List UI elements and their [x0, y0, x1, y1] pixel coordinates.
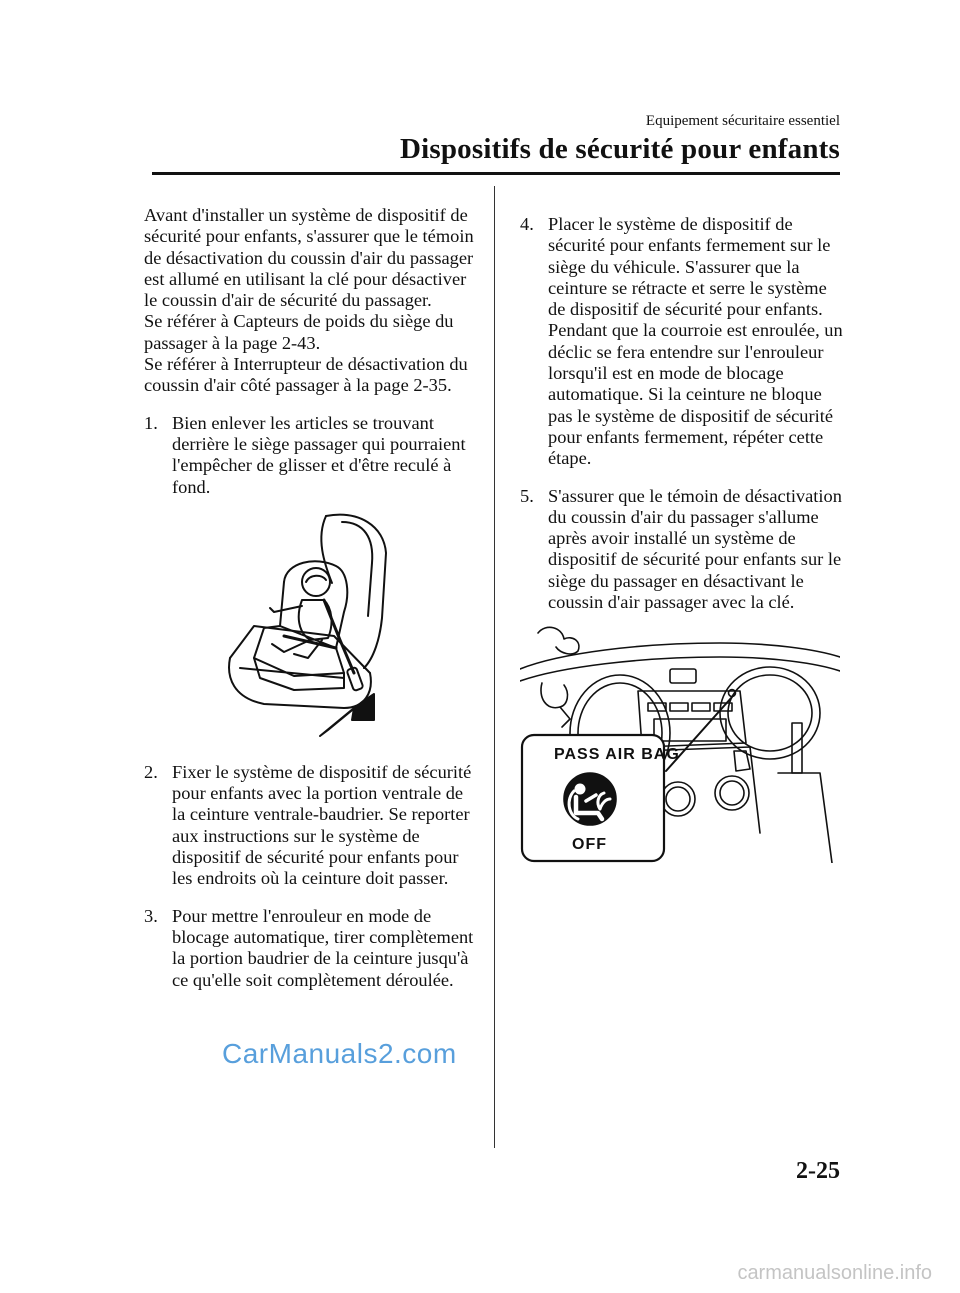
- step-number: 2.: [144, 761, 158, 782]
- page-number: 2-25: [796, 1158, 840, 1184]
- belt-buckle: [347, 667, 364, 691]
- instrument-vent-right: [720, 667, 820, 759]
- reference-weight-sensor: Se référer à Capteurs de poids du siège du passager à la page 2-43.: [144, 311, 454, 353]
- reference-deactivation-switch: Se référer à Interrupteur de désactivation du coussin d'air côté passager à la page 2-35.: [144, 354, 468, 396]
- step-number: 3.: [144, 905, 158, 926]
- step-text: Pour mettre l'enrouleur en mode de blocage automatique, tirer complètement la portion baudrier de la ceinture jusqu'à ce qu'elle soit complètement déroulée.: [172, 905, 474, 990]
- watermark-footer-text: carmanualsonline.info: [737, 1262, 932, 1284]
- watermark-logo: CarManuals2.com: [222, 1038, 457, 1069]
- step-text: Placer le système de dispositif de sécurité pour enfants fermement sur le siège du véhicule. S'assurer que la ceinture se rétracte et serre le système de dispositif de sécurité pour enfants. Pendant que la courroie est enroulée, un déclic se fera entendre sur l'enrouleur lorsqu'il est en mode de blocage automatique. Si la ceinture ne bloque pas le système de dispositif de sécurité pour enfants fermement, répéter cette étape.: [548, 214, 843, 469]
- step-2: [144, 762, 474, 890]
- watermark-footer-bar: [0, 1250, 960, 1293]
- header-rule: [152, 172, 840, 175]
- step-4: [520, 214, 845, 470]
- step-number: 5.: [520, 485, 534, 506]
- indicator-top-text: PASS AIR BAG: [554, 746, 680, 764]
- step-text: Bien enlever les articles se trouvant derrière le siège passager qui pourraient l'empêcher de glisser et d'être reculé à fond.: [172, 412, 466, 497]
- step-number: 4.: [520, 214, 534, 234]
- left-column: [144, 205, 474, 991]
- right-column: [520, 214, 845, 863]
- steps-list-right: [520, 214, 845, 613]
- vehicle-seatback-outline: [326, 515, 386, 668]
- airbag-off-indicator-illustration: [520, 623, 840, 863]
- dashboard-top-outline: [520, 643, 840, 669]
- column-divider: [494, 186, 495, 1148]
- step-number: 1.: [144, 412, 158, 433]
- steps-list-left: [144, 413, 474, 498]
- arrow-icon: [320, 694, 374, 736]
- step-3: [144, 906, 474, 991]
- intro-paragraph: Avant d'installer un système de dispositif de sécurité pour enfants, s'assurer que le témoin de désactivation du coussin d'air du passager est allumé en utilisant la clé pour désactiver le coussin d'air de sécurité du passager.: [144, 205, 474, 311]
- step-1: [144, 413, 474, 498]
- page-title: Dispositifs de sécurité pour enfants: [399, 133, 840, 165]
- step-5: [520, 486, 845, 614]
- step-text: S'assurer que le témoin de désactivation du coussin d'air du passager s'allume après avoir installé un système de dispositif de sécurité pour enfants sur le siège du passager en désactivant le coussin d'air passager avec la clé.: [548, 485, 842, 613]
- hazard-button: [670, 669, 696, 683]
- child-seat-illustration: [224, 508, 394, 748]
- driver-hand: [538, 628, 579, 655]
- section-label: Equipement sécuritaire essentiel: [645, 113, 840, 129]
- step-text: Fixer le système de dispositif de sécurité pour enfants avec la portion ventrale de la ceinture ventrale-baudrier. Se reporter aux instructions sur le système de dispositif de sécurité pour enfants pour les endroits où la ceinture doit passer.: [172, 761, 472, 889]
- steps-list-left-2: [144, 762, 474, 991]
- indicator-bottom-text: OFF: [572, 836, 607, 854]
